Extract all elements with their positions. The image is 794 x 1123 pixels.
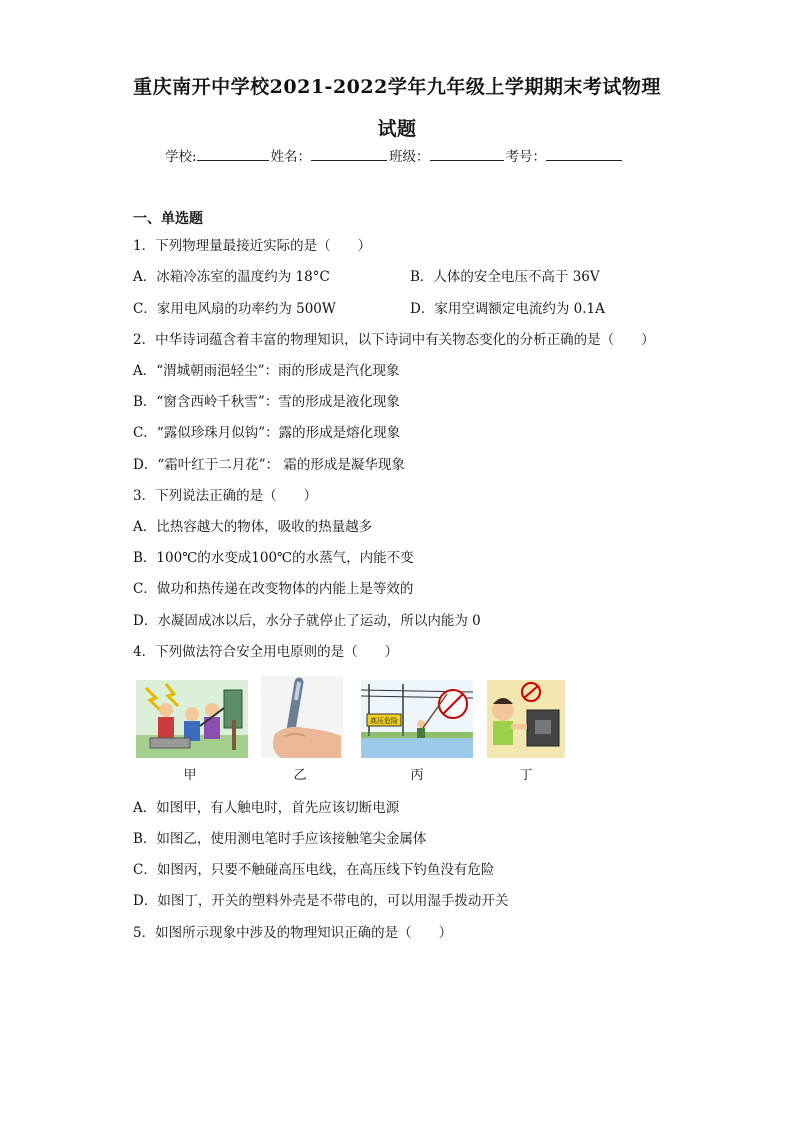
option-c: C．“露似珍珠月似钩”：露的形成是熔化现象 — [133, 425, 401, 441]
number-label: 考号： — [505, 149, 547, 165]
question-stem: 3．下列说法正确的是（ ） — [133, 488, 318, 504]
figure-electric-shock-rescue — [136, 680, 248, 758]
question-stem: 1．下列物理量最接近实际的是（ ） — [133, 238, 372, 254]
class-label: 班级： — [389, 149, 430, 165]
page-title: 重庆南开中学校2021-2022学年九年级上学期期末考试物理 — [133, 76, 661, 98]
figure-caption-yi: 乙 — [293, 768, 307, 783]
question-stem: 5．如图所示现象中涉及的物理知识正确的是（ ） — [133, 925, 453, 941]
warning-sign-text: 高压危险 — [370, 717, 398, 725]
option-b: B．人体的安全电压不高于 36V — [410, 269, 600, 285]
figure-high-voltage-fishing — [361, 680, 473, 758]
option-d: D．如图丁，开关的塑料外壳是不带电的，可以用湿手拨动开关 — [133, 893, 509, 909]
figure-wet-hand-switch — [487, 680, 565, 758]
option-b: B．100℃的水变成100℃的水蒸气，内能不变 — [133, 550, 414, 566]
option-a: A．比热容越大的物体，吸收的热量越多 — [133, 519, 373, 535]
school-label: 学校: — [165, 149, 197, 165]
section-title: 一、单选题 — [133, 211, 203, 227]
figure-caption-jia: 甲 — [183, 768, 197, 783]
figure-caption-bing: 丙 — [410, 768, 424, 783]
page-title-continued: 试题 — [377, 118, 417, 140]
figure-test-pencil — [261, 676, 343, 758]
question-stem: 2．中华诗词蕴含着丰富的物理知识，以下诗词中有关物态变化的分析正确的是（ ） — [133, 332, 655, 348]
school-field[interactable] — [197, 146, 269, 161]
option-c: C．家用电风扇的功率约为 500W — [133, 301, 336, 317]
name-field[interactable] — [311, 146, 387, 161]
option-c: C．如图丙，只要不触碰高压电线，在高压线下钓鱼没有危险 — [133, 862, 495, 878]
option-b: B．如图乙，使用测电笔时手应该接触笔尖金属体 — [133, 831, 427, 847]
option-a: A．“渭城朝雨浥轻尘”：雨的形成是汽化现象 — [133, 363, 400, 379]
question-stem: 4．下列做法符合安全用电原则的是（ ） — [133, 644, 399, 660]
name-label: 姓名： — [270, 149, 312, 165]
number-field[interactable] — [546, 146, 622, 161]
figure-caption-ding: 丁 — [519, 768, 533, 783]
student-info-row — [165, 145, 624, 165]
option-d: D．水凝固成冰以后，水分子就停止了运动，所以内能为 0 — [133, 613, 481, 629]
option-a: A．如图甲，有人触电时，首先应该切断电源 — [133, 800, 400, 816]
option-d: D．家用空调额定电流约为 0.1A — [410, 301, 605, 317]
option-b: B．“窗含西岭千秋雪”：雪的形成是液化现象 — [133, 394, 400, 410]
option-a: A．冰箱冷冻室的温度约为 18°C — [133, 269, 330, 285]
option-c: C．做功和热传递在改变物体的内能上是等效的 — [133, 581, 414, 597]
class-field[interactable] — [430, 146, 504, 161]
option-d: D．“霜叶红于二月花”： 霜的形成是凝华现象 — [133, 457, 405, 473]
